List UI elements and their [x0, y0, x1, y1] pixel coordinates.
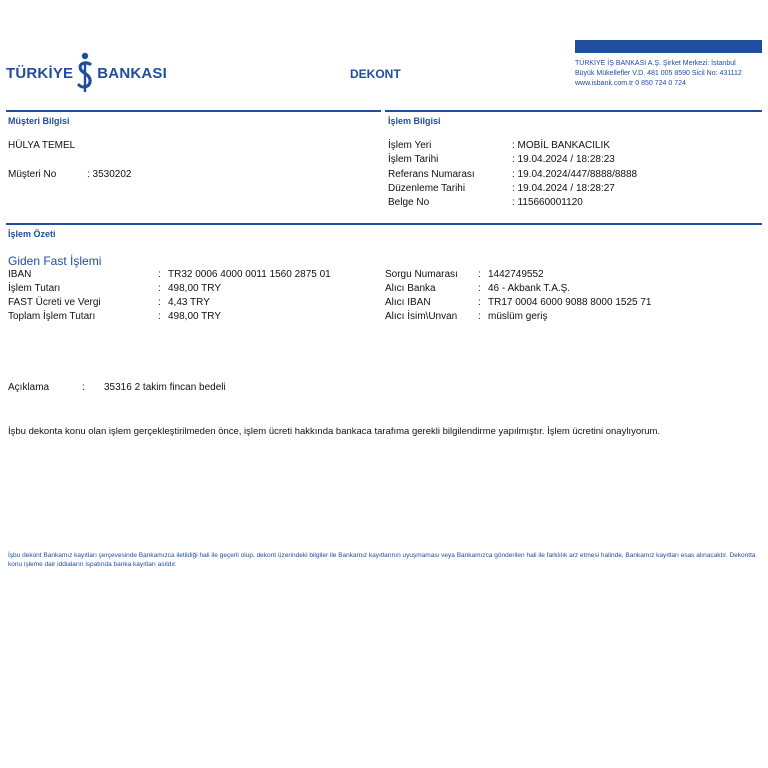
- summary-label: Alıcı Banka: [385, 283, 436, 294]
- summary-separator: :: [158, 311, 161, 322]
- fee-consent-notice: İşbu dekonta konu olan işlem gerçekleştirilmeden önce, işlem ücreti hakkında bankaca tarafıma gerekli bilgilendirme yapılmıştır. İşlem ücretini onaylıyorum.: [8, 426, 661, 437]
- transaction-label: İşlem Yeri: [388, 140, 432, 151]
- logo-text-right: BANKASI: [97, 64, 167, 82]
- summary-value: 498,00 TRY: [168, 311, 222, 322]
- isbank-symbol-icon: [75, 52, 95, 94]
- summary-subtitle: Giden Fast İşlemi: [8, 254, 102, 268]
- transaction-label: İşlem Tarihi: [388, 154, 439, 165]
- summary-label: Alıcı İsim\Unvan: [385, 311, 458, 322]
- transaction-label: Referans Numarası: [388, 169, 475, 180]
- company-line-1: TÜRKİYE İŞ BANKASI A.Ş. Şirket Merkezi: İstanbul: [575, 60, 736, 67]
- company-line-2: Büyük Mükellefler V.D. 481 005 8590 Sicil No: 431112: [575, 70, 742, 77]
- summary-label: İşlem Tutarı: [8, 283, 61, 294]
- summary-value: TR32 0006 4000 0011 1560 2875 01: [168, 269, 331, 280]
- summary-label: Alıcı IBAN: [385, 297, 431, 308]
- description-separator: :: [82, 382, 85, 393]
- summary-value: müslüm geriş: [488, 311, 548, 322]
- summary-label: Toplam İşlem Tutarı: [8, 311, 96, 322]
- transaction-section-title: İşlem Bilgisi: [388, 116, 441, 126]
- transaction-value: : 115660001120: [512, 197, 583, 208]
- summary-separator: :: [478, 297, 481, 308]
- transaction-label: Düzenleme Tarihi: [388, 183, 466, 194]
- company-line-3: www.isbank.com.tr 0 850 724 0 724: [575, 80, 686, 87]
- transaction-value: : MOBİL BANKACILIK: [512, 140, 610, 151]
- document-title: DEKONT: [350, 67, 401, 81]
- description-value: 35316 2 takim fincan bedeli: [104, 382, 226, 393]
- transaction-value: : 19.04.2024 / 18:28:27: [512, 183, 615, 194]
- summary-separator: :: [158, 297, 161, 308]
- bank-logo: [6, 52, 167, 94]
- summary-section-line: [6, 223, 762, 225]
- header-bar: [575, 40, 762, 53]
- summary-separator: :: [478, 283, 481, 294]
- logo-text-left: TÜRKİYE: [6, 64, 74, 82]
- summary-value: 1442749552: [488, 269, 544, 280]
- customer-no-label: Müşteri No: [8, 169, 57, 180]
- customer-name: HÜLYA TEMEL: [8, 140, 76, 151]
- summary-label: IBAN: [8, 269, 32, 280]
- summary-label: FAST Ücreti ve Vergi: [8, 297, 101, 308]
- customer-no-value: : 3530202: [87, 169, 132, 180]
- description-label: Açıklama: [8, 382, 50, 393]
- summary-value: 4,43 TRY: [168, 297, 210, 308]
- customer-section-line: [6, 110, 381, 112]
- summary-separator: :: [158, 269, 161, 280]
- transaction-section-line: [385, 110, 762, 112]
- summary-separator: :: [478, 269, 481, 280]
- summary-separator: :: [478, 311, 481, 322]
- transaction-label: Belge No: [388, 197, 430, 208]
- customer-section-title: Müşteri Bilgisi: [8, 116, 70, 126]
- summary-separator: :: [158, 283, 161, 294]
- transaction-value: : 19.04.2024 / 18:28:23: [512, 154, 615, 165]
- summary-value: 46 - Akbank T.A.Ş.: [488, 283, 571, 294]
- transaction-value: : 19.04.2024/447/8888/8888: [512, 169, 638, 180]
- summary-value: TR17 0004 6000 9088 8000 1525 71: [488, 297, 652, 308]
- summary-label: Sorgu Numarası: [385, 269, 458, 280]
- footer-disclaimer: İşbu dekont Bankamız kayıtları çerçevesinde Bankamızca iletildiği hali ile geçerli olup, dekont üzerindeki bilgiler ile Bankamız kayıtlarının uyuşmaması veya Bankamızca gönderilen hali ile farklılık arz etmesi halinde, Bankamız kayıtları esas alınacaktır. Dekontta konu işleme dair iddiaların ispatında banka kayıtları asıldır.: [8, 552, 756, 568]
- company-info: [575, 59, 762, 89]
- summary-value: 498,00 TRY: [168, 283, 222, 294]
- summary-section-title: İşlem Özeti: [8, 229, 56, 239]
